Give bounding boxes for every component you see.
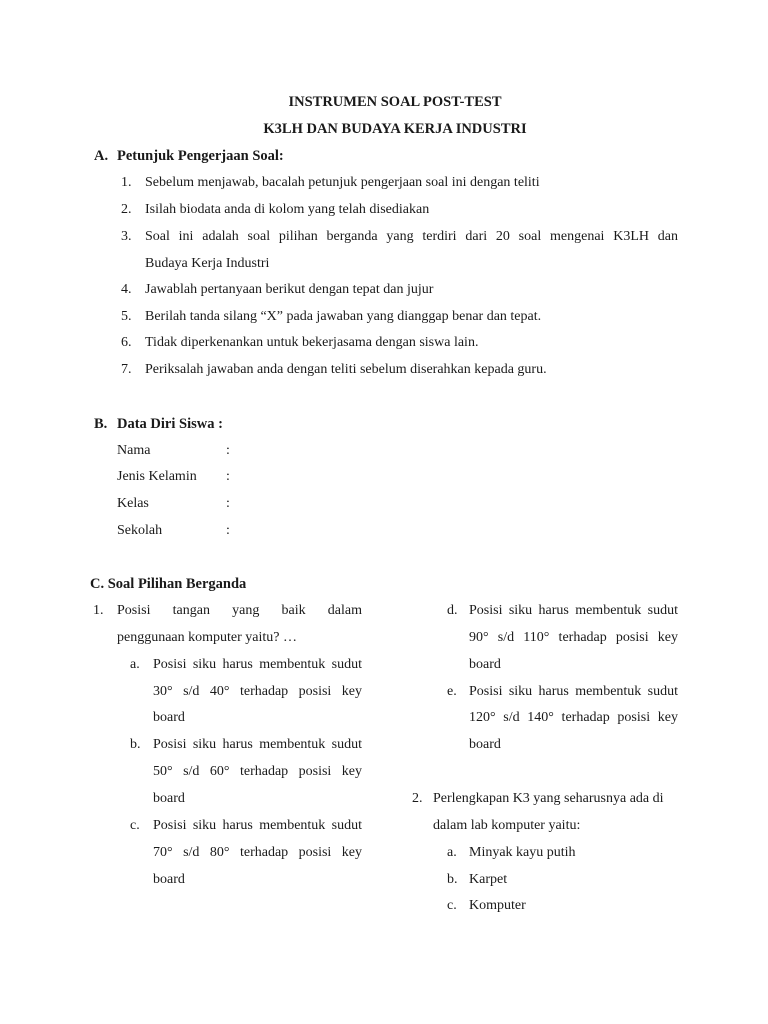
instruction-number: 3. xyxy=(121,229,132,244)
field-label-nama: Nama xyxy=(117,443,151,458)
section-b-marker: B. xyxy=(94,416,108,432)
q2-option-c-text: Komputer xyxy=(469,898,526,913)
field-colon: : xyxy=(226,443,230,458)
question-2-text-continued: dalam lab komputer yaitu: xyxy=(433,818,581,833)
option-letter: c. xyxy=(130,818,140,833)
option-letter: c. xyxy=(447,898,457,913)
section-a-marker: A. xyxy=(94,148,109,164)
option-b-text: 50° s/d 60° terhadap posisi key xyxy=(153,764,362,779)
option-letter: e. xyxy=(447,684,457,699)
field-label-kelas: Kelas xyxy=(117,496,149,511)
q2-option-a-text: Minyak kayu putih xyxy=(469,845,576,860)
option-a-text: board xyxy=(153,710,185,725)
instruction-number: 5. xyxy=(121,309,132,324)
instruction-number: 2. xyxy=(121,202,132,217)
section-c-heading: C. Soal Pilihan Berganda xyxy=(90,576,247,592)
option-d-text: 90° s/d 110° terhadap posisi key xyxy=(469,630,678,645)
option-e-text: Posisi siku harus membentuk sudut xyxy=(469,684,678,699)
title-line-2: K3LH DAN BUDAYA KERJA INDUSTRI xyxy=(263,121,527,137)
option-b-text: board xyxy=(153,791,185,806)
option-c-text: board xyxy=(153,872,185,887)
title-line-1: INSTRUMEN SOAL POST-TEST xyxy=(288,94,502,110)
option-letter: b. xyxy=(447,872,458,887)
instruction-text: Periksalah jawaban anda dengan teliti sebelum diserahkan kepada guru. xyxy=(145,362,547,377)
section-a-heading: Petunjuk Pengerjaan Soal: xyxy=(117,148,284,164)
question-2-number: 2. xyxy=(412,791,423,806)
instruction-text: Soal ini adalah soal pilihan berganda yang terdiri dari 20 soal mengenai K3LH dan xyxy=(145,229,678,244)
question-1-text-continued: penggunaan komputer yaitu? … xyxy=(117,630,298,645)
option-letter: d. xyxy=(447,603,458,618)
instruction-text-continued: Budaya Kerja Industri xyxy=(145,256,270,271)
field-colon: : xyxy=(226,469,230,484)
field-colon: : xyxy=(226,496,230,511)
question-1-text: Posisi tangan yang baik dalam xyxy=(117,603,362,618)
option-letter: b. xyxy=(130,737,141,752)
option-letter: a. xyxy=(130,657,140,672)
instruction-number: 1. xyxy=(121,175,132,190)
option-d-text: board xyxy=(469,657,501,672)
instruction-text: Sebelum menjawab, bacalah petunjuk pengerjaan soal ini dengan teliti xyxy=(145,175,540,190)
question-2-text: Perlengkapan K3 yang seharusnya ada di xyxy=(433,791,664,806)
option-c-text: 70° s/d 80° terhadap posisi key xyxy=(153,845,362,860)
field-label-jenis-kelamin: Jenis Kelamin xyxy=(117,469,197,484)
section-b-heading: Data Diri Siswa : xyxy=(117,416,223,432)
option-e-text: board xyxy=(469,737,501,752)
instruction-text: Jawablah pertanyaan berikut dengan tepat dan jujur xyxy=(145,282,434,297)
option-a-text: Posisi siku harus membentuk sudut xyxy=(153,657,362,672)
instruction-text: Tidak diperkenankan untuk bekerjasama dengan siswa lain. xyxy=(145,335,479,350)
option-letter: a. xyxy=(447,845,457,860)
instruction-text: Isilah biodata anda di kolom yang telah disediakan xyxy=(145,202,430,217)
option-c-text: Posisi siku harus membentuk sudut xyxy=(153,818,362,833)
option-d-text: Posisi siku harus membentuk sudut xyxy=(469,603,678,618)
option-e-text: 120° s/d 140° terhadap posisi key xyxy=(469,710,678,725)
q2-option-b-text: Karpet xyxy=(469,872,508,887)
question-1-number: 1. xyxy=(93,603,104,618)
option-a-text: 30° s/d 40° terhadap posisi key xyxy=(153,684,362,699)
field-label-sekolah: Sekolah xyxy=(117,523,163,538)
instruction-number: 4. xyxy=(121,282,132,297)
instruction-number: 6. xyxy=(121,335,132,350)
instruction-number: 7. xyxy=(121,362,132,377)
instruction-text: Berilah tanda silang “X” pada jawaban yang dianggap benar dan tepat. xyxy=(145,309,542,324)
field-colon: : xyxy=(226,523,230,538)
option-b-text: Posisi siku harus membentuk sudut xyxy=(153,737,362,752)
